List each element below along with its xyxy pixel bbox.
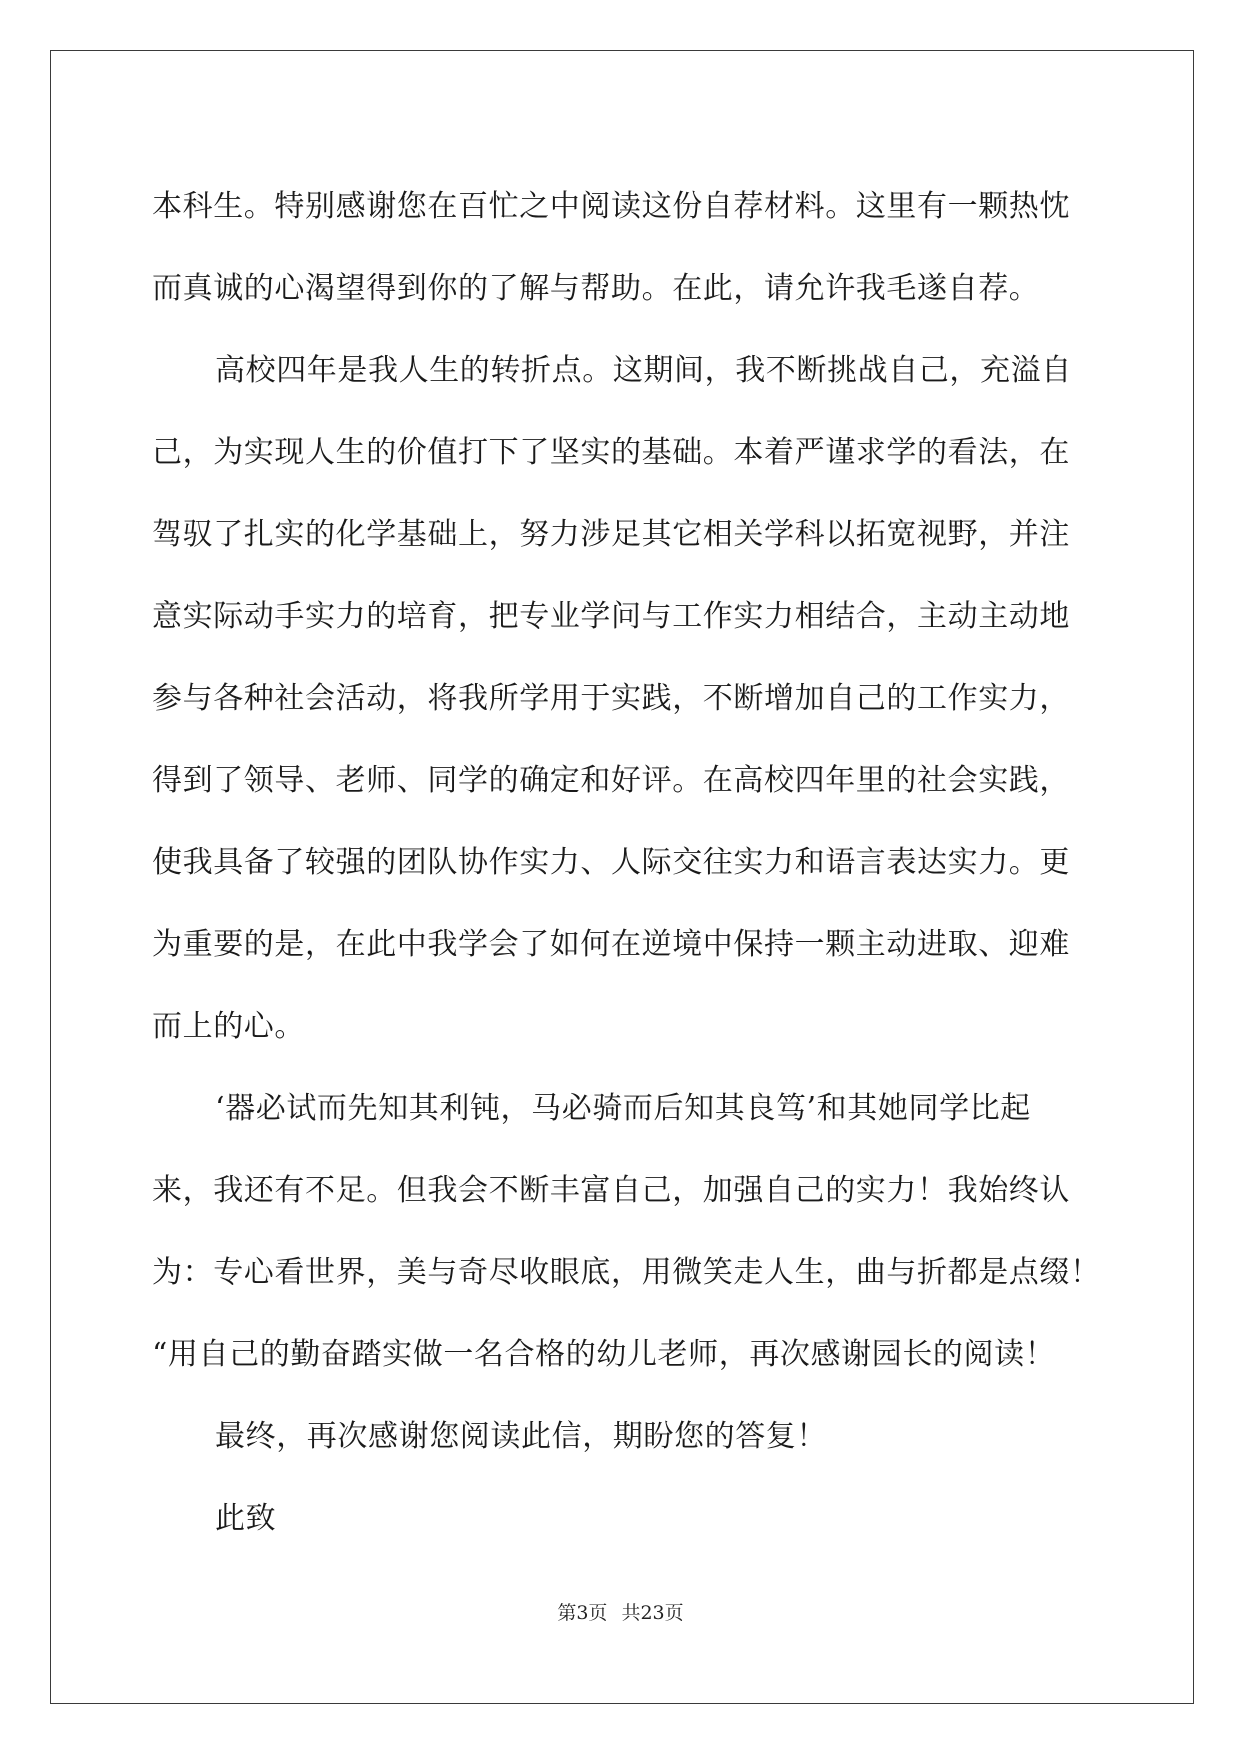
text-line: 为重要的是，在此中我学会了如何在逆境中保持一颗主动进取、迎难 (152, 927, 1070, 962)
text-line: 最终，再次感谢您阅读此信，期盼您的答复！ (215, 1419, 827, 1454)
document-body (152, 166, 1101, 1560)
text-line: 驾驭了扎实的化学基础上，努力涉足其它相关学科以拓宽视野，并注 (152, 517, 1070, 552)
text-line: 而真诚的心渴望得到你的了解与帮助。在此，请允许我毛遂自荐。 (152, 271, 1040, 306)
text-line: 此致 (215, 1501, 277, 1536)
text-line: 参与各种社会活动，将我所学用于实践，不断增加自己的工作实力， (152, 681, 1070, 716)
page-number: 第3页 (557, 1602, 608, 1624)
text-line: 来，我还有不足。但我会不断丰富自己，加强自己的实力！我始终认 (152, 1173, 1070, 1208)
page-total: 共23页 (621, 1602, 684, 1624)
text-line: 使我具备了较强的团队协作实力、人际交往实力和语言表达实力。更 (152, 845, 1070, 880)
text-line: 本科生。特别感谢您在百忙之中阅读这份自荐材料。这里有一颗热忱 (152, 189, 1070, 224)
text-line: “用自己的勤奋踏实做一名合格的幼儿老师，再次感谢园长的阅读！ (152, 1337, 1056, 1372)
text-line: 意实际动手实力的培育，把专业学问与工作实力相结合，主动主动地 (152, 599, 1070, 634)
text-line: 而上的心。 (152, 1009, 305, 1044)
text-line: 得到了领导、老师、同学的确定和好评。在高校四年里的社会实践， (152, 763, 1070, 798)
text-line: 为：专心看世界，美与奇尽收眼底，用微笑走人生，曲与折都是点缀！ (152, 1255, 1101, 1290)
page-footer (0, 1598, 1241, 1625)
text-line: ‘器必试而先知其利钝，马必骑而后知其良笃’和其她同学比起 (215, 1091, 1031, 1126)
text-line: 己，为实现人生的价值打下了坚实的基础。本着严谨求学的看法，在 (152, 435, 1070, 470)
text-line: 高校四年是我人生的转折点。这期间，我不断挑战自己，充溢自 (215, 353, 1072, 388)
